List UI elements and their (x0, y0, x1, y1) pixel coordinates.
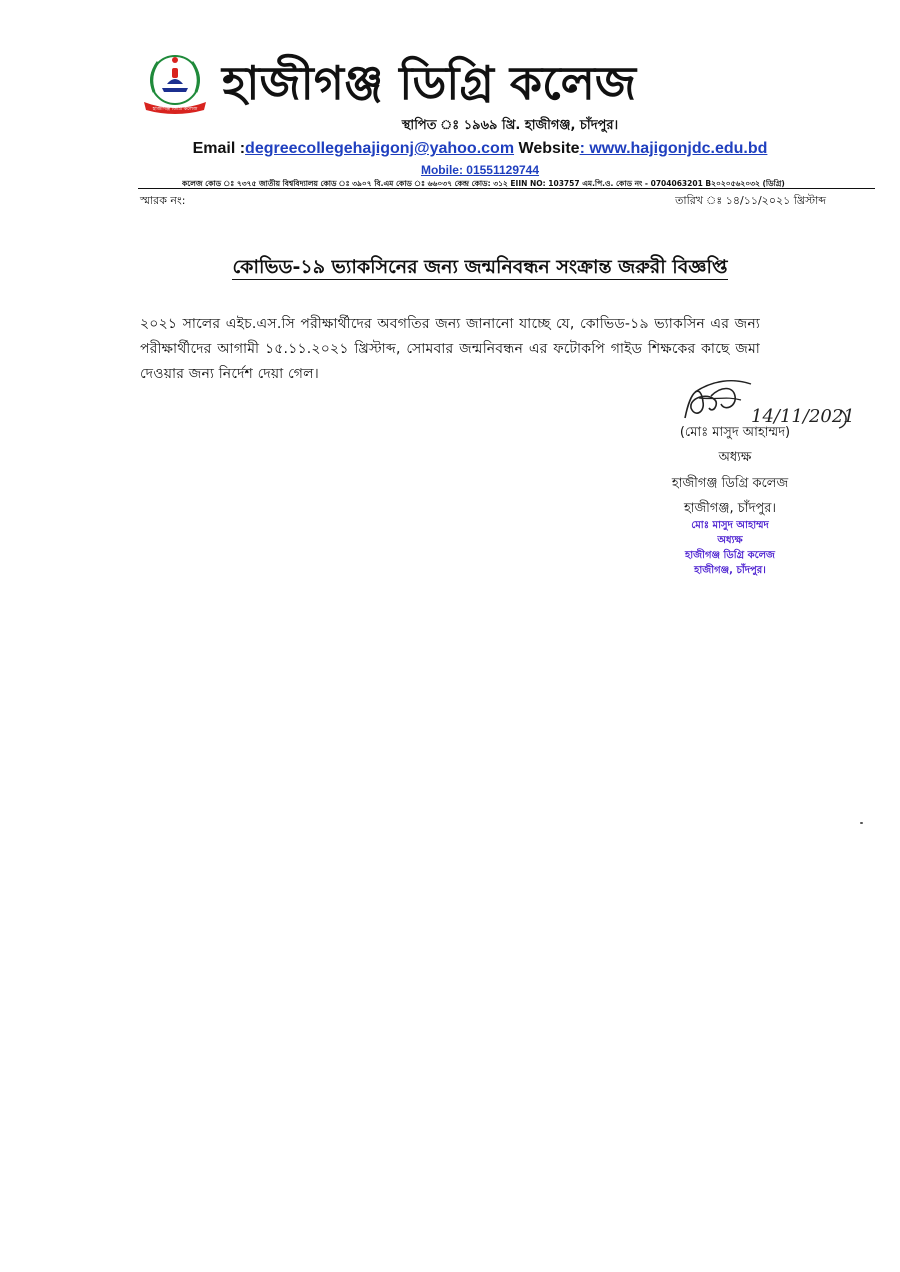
website-label: Website (518, 140, 580, 157)
mobile-link[interactable]: Mobile: 01551129744 (420, 163, 540, 177)
college-name: হাজীগঞ্জ ডিগ্রি কলেজ (222, 56, 637, 110)
notice-body: ২০২১ সালের এইচ.এস.সি পরীক্ষার্থীদের অবগতির জন্য জানানো যাচ্ছে যে, কোভিড-১৯ ভ্যাকসিন এর জন্য পরীক্ষার্থীদের আগামী ১৫.১১.২০২১ খ্রিস্টাব্দ, সোমবার জন্মনিবন্ধন এর ফটোকপি গাইড শিক্ষকের কাছে জমা দেওয়ার জন্য নির্দেশ দেয়া গেল। (140, 316, 760, 382)
college-logo (140, 52, 210, 114)
mobile-number (300, 161, 660, 179)
signatory-name: (মোঃ মাসুদ আহাম্মদ) (679, 425, 791, 440)
scan-speck (860, 822, 863, 824)
seal-title: অধ্যক্ষ (717, 535, 743, 546)
email-link[interactable]: degreecollegehajigonj@yahoo.com (245, 140, 515, 157)
institution-codes: কলেজ কোড ঃ ৭৩৭৫ জাতীয় বিশ্ববিদ্যালয় কোড ঃ ৩৯০৭ বি.এম কোড ঃ ৬৬০৩৭ কেন্দ্র কোড: ৩১২ EIIN NO: 103757 এম.পি.ও. কোড নং - 0704063201 B২০২০৫৬২০৩২ (ডিগ্রি) (182, 179, 785, 188)
notice-title (170, 252, 790, 282)
signatory-title: অধ্যক্ষ (718, 450, 752, 465)
signature-date: 14/11/2021 (751, 406, 855, 427)
seal-college: হাজীগঞ্জ ডিগ্রি কলেজ (684, 550, 775, 561)
seal-name: মোঃ মাসুদ আহাম্মদ (691, 520, 769, 531)
notice-title-text: কোভিড-১৯ ভ্যাকসিনের জন্য জন্মনিবন্ধন সংক্রান্ত জরুরী বিজ্ঞপ্তি (232, 256, 728, 278)
notice-date: তারিখ ঃ ১৪/১১/২০২১ খ্রিস্টাব্দ (675, 194, 826, 207)
memo-number: স্মারক নং: (140, 194, 186, 207)
seal-place: হাজীগঞ্জ, চাঁদপুর। (694, 565, 766, 576)
contact-line (130, 138, 830, 160)
header-divider (138, 188, 875, 189)
signatory-college: হাজীগঞ্জ ডিগ্রি কলেজ (671, 476, 789, 491)
website-link[interactable]: : www.hajigonjdc.edu.bd (579, 140, 768, 157)
logo-ribbon-text: হাজীগঞ্জ ডিগ্রি কলেজ (152, 106, 198, 112)
signatory-place: হাজীগঞ্জ, চাঁদপুর। (683, 501, 777, 516)
official-seal (620, 518, 840, 578)
established-line: স্থাপিত ঃ ১৯৬৯ খ্রি. হাজীগঞ্জ, চাঁদপুর। (401, 118, 619, 133)
email-label: Email : (192, 140, 246, 157)
